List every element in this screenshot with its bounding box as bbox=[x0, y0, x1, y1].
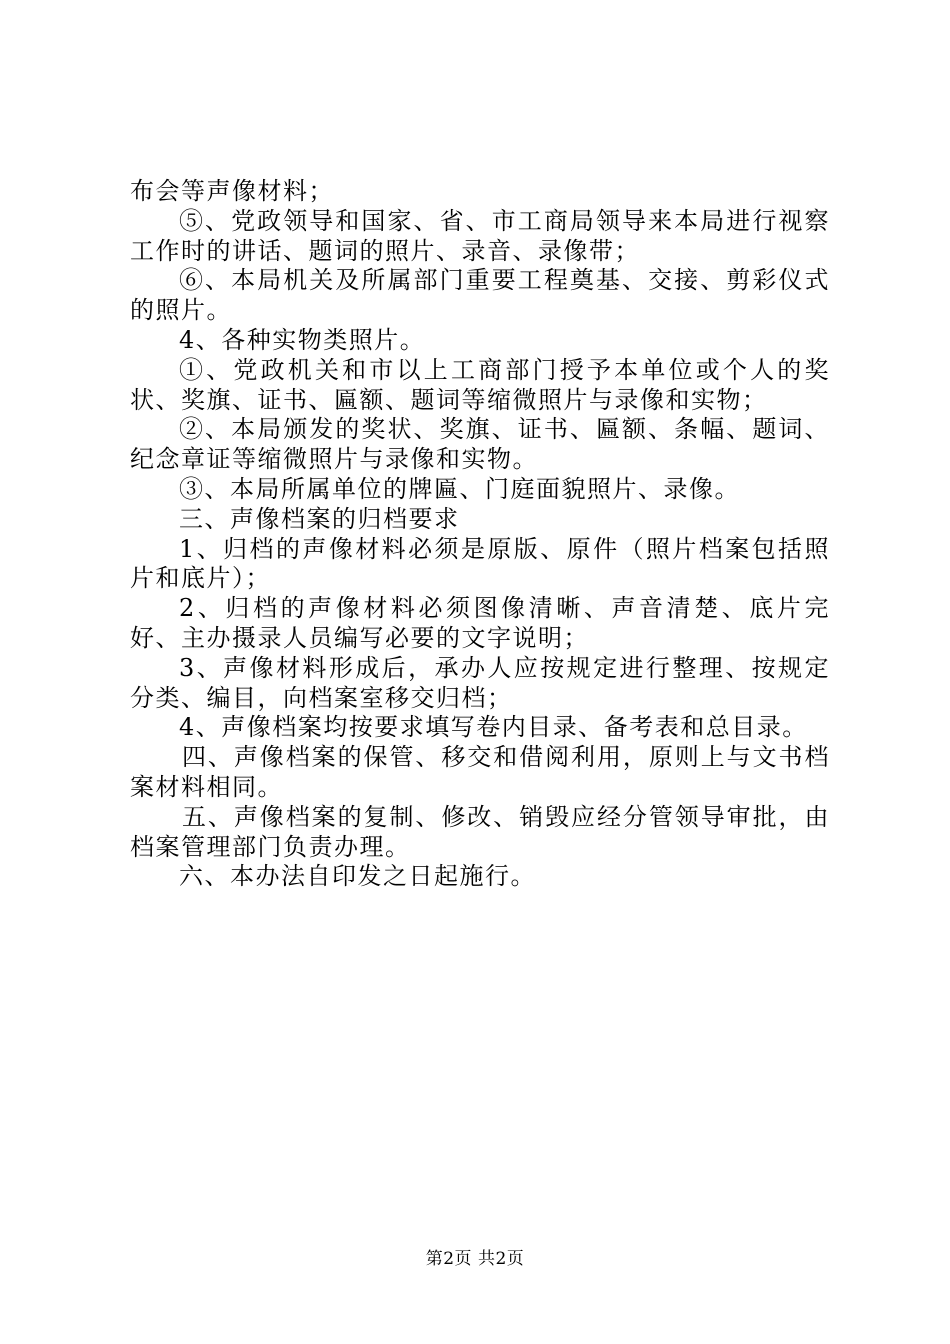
document-body bbox=[130, 177, 830, 892]
paragraph: ⑤、党政领导和国家、省、市工商局领导来本局进行视察工作时的讲话、题词的照片、录音、录像带； bbox=[130, 206, 830, 265]
paragraph: ⑥、本局机关及所属部门重要工程奠基、交接、剪彩仪式的照片。 bbox=[130, 266, 830, 325]
page-number: 第2页 共2页 bbox=[425, 1249, 525, 1269]
paragraph: 布会等声像材料； bbox=[130, 177, 334, 205]
paragraph: 4、各种实物类照片。 bbox=[179, 325, 426, 354]
paragraph: 4、声像档案均按要求填写卷内目录、备考表和总目录。 bbox=[179, 713, 808, 742]
section-paragraph: 五、声像档案的复制、修改、销毁应经分管领导审批，由档案管理部门负责办理。 bbox=[130, 802, 830, 861]
paragraph: 3、声像材料形成后，承办人应按规定进行整理、按规定分类、编目，向档案室移交归档； bbox=[130, 653, 830, 712]
section-paragraph: 四、声像档案的保管、移交和借阅利用，原则上与文书档案材料相同。 bbox=[130, 743, 830, 801]
paragraph: ②、本局颁发的奖状、奖旗、证书、匾额、条幅、题词、纪念章证等缩微照片与录像和实物。 bbox=[130, 415, 830, 474]
section-heading: 三、声像档案的归档要求 bbox=[179, 504, 460, 533]
paragraph: ①、党政机关和市以上工商部门授予本单位或个人的奖状、奖旗、证书、匾额、题词等缩微照片与录像和实物； bbox=[130, 355, 830, 414]
paragraph: 1、归档的声像材料必须是原版、原件（照片档案包括照片和底片）； bbox=[130, 534, 830, 593]
page-footer bbox=[0, 1244, 950, 1269]
paragraph: 2、归档的声像材料必须图像清晰、声音清楚、底片完好、主办摄录人员编写必要的文字说明； bbox=[130, 594, 830, 652]
paragraph: ③、本局所属单位的牌匾、门庭面貌照片、录像。 bbox=[179, 474, 740, 503]
section-paragraph: 六、本办法自印发之日起施行。 bbox=[179, 862, 536, 891]
